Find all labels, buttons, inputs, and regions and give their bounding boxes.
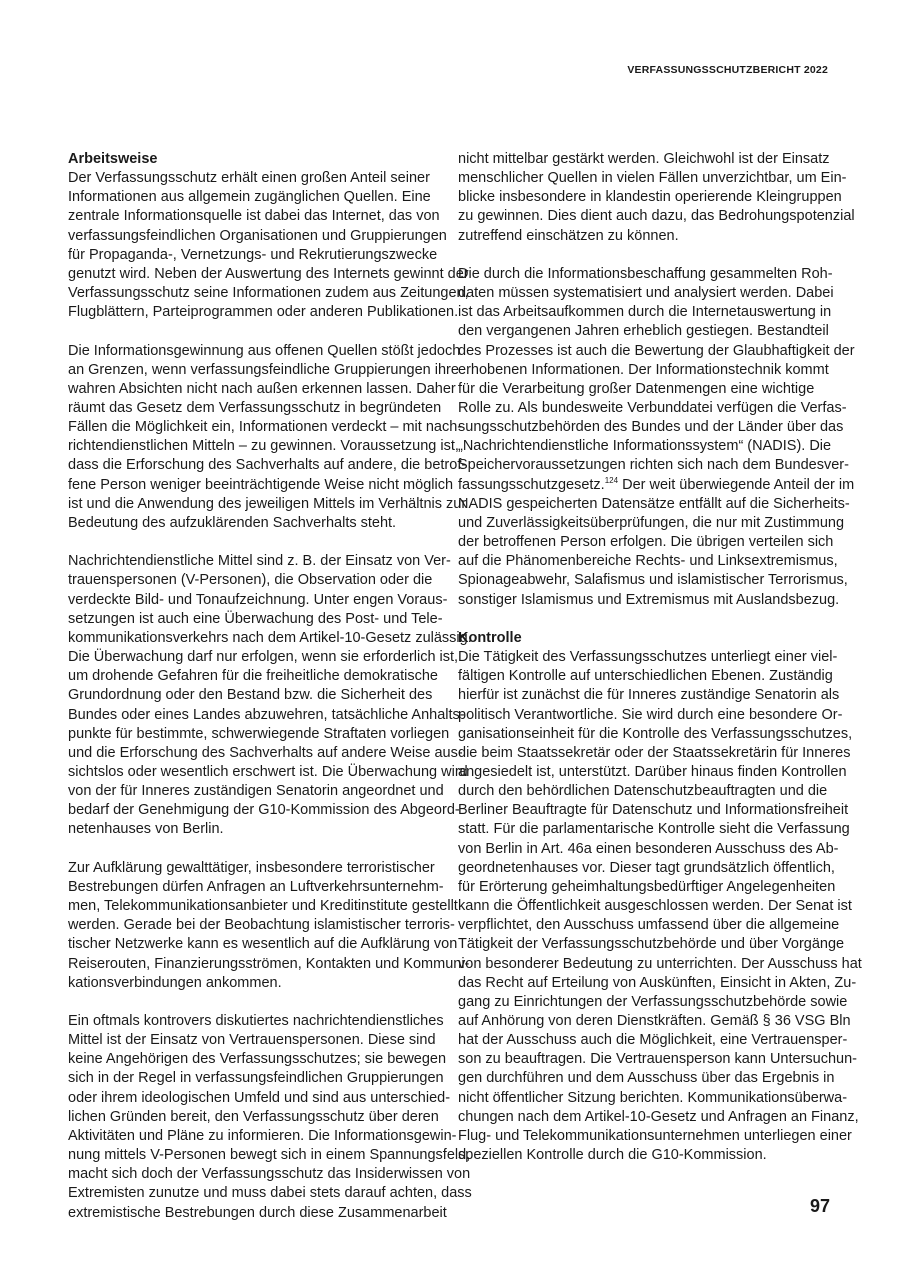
text-line: werden. Gerade bei der Beobachtung islamistischer terroris- bbox=[68, 917, 455, 934]
text-line: sungsschutzbehörden des Bundes und der Länder über das bbox=[458, 419, 844, 436]
text-line: sich in der Regel in verfassungsfeindlichen Gruppierungen bbox=[68, 1070, 444, 1087]
text-line: men, Telekommunikationsanbieter und Kreditinstitute gestellt bbox=[68, 898, 458, 915]
text-line: Bedeutung des aufzuklärenden Sachverhalts steht. bbox=[68, 514, 397, 531]
text-line: dass die Erforschung des Sachverhalts auf andere, die betrof- bbox=[68, 457, 467, 474]
text-line: gang zu Einrichtungen der Verfassungsschutzbehörde sowie bbox=[458, 993, 848, 1010]
running-header: VERFASSUNGSSCHUTZBERICHT 2022 bbox=[627, 64, 828, 76]
text-line: zutreffend einschätzen zu können. bbox=[458, 227, 679, 244]
text-line: NADIS gespeicherten Datensätze entfällt auf die Sicherheits- bbox=[458, 495, 850, 512]
text-line: Nachrichtendienstliche Mittel sind z. B. der Einsatz von Ver- bbox=[68, 553, 451, 570]
text-line: zu gewinnen. Dies dient auch dazu, das Bedrohungspotenzial bbox=[458, 208, 855, 225]
text-line: räumt das Gesetz dem Verfassungsschutz in begründeten bbox=[68, 400, 442, 417]
text-line: hierfür ist zunächst die für Inneres zuständige Senatorin als bbox=[458, 687, 840, 704]
left-column bbox=[68, 150, 472, 1223]
text-line: geordnetenhauses vor. Dieser tagt grundsätzlich öffentlich, bbox=[458, 859, 835, 876]
text-line: menschlicher Quellen in vielen Fällen unverzichtbar, um Ein- bbox=[458, 170, 847, 187]
text-line: genutzt wird. Neben der Auswertung des Internets gewinnt der bbox=[68, 265, 469, 282]
text-line: nicht öffentlicher Sitzung berichten. Kommunikationsüberwa- bbox=[458, 1089, 848, 1106]
text-line: sichtslos oder wesentlich erschwert ist. Die Überwachung wird bbox=[68, 763, 468, 780]
paragraph bbox=[68, 1012, 472, 1223]
text-line: fene Person weniger beeinträchtigende Weise nicht möglich bbox=[68, 476, 454, 493]
text-line: keine Angehörigen des Verfassungsschutzes; sie bewegen bbox=[68, 1051, 447, 1068]
text-line: an Grenzen, wenn verfassungsfeindliche Gruppierungen ihre bbox=[68, 361, 459, 378]
text-line: verfassungsfeindlichen Organisationen und Gruppierungen bbox=[68, 227, 447, 244]
text-line: von der für Inneres zuständigen Senatorin angeordnet und bbox=[68, 783, 444, 800]
text-line: speziellen Kontrolle durch die G10-Kommission. bbox=[458, 1147, 767, 1164]
text-line: Fällen die Möglichkeit ein, Informationen verdeckt – mit nach- bbox=[68, 419, 463, 436]
text-line: Spionageabwehr, Salafismus und islamistischer Terrorismus, bbox=[458, 572, 848, 589]
text-line: son zu beauftragen. Die Vertrauensperson kann Untersuchun- bbox=[458, 1051, 857, 1068]
text-line: Verfassungsschutz seine Informationen zudem aus Zeitungen, bbox=[68, 285, 469, 302]
text-line: ist das Arbeitsaufkommen durch die Internetauswertung in bbox=[458, 304, 832, 321]
text-line: kationsverbindungen ankommen. bbox=[68, 974, 282, 991]
text-line: auf Anhörung von deren Dienstkräften. Gemäß § 36 VSG Bln bbox=[458, 1013, 851, 1029]
text-line: Flugblättern, Parteiprogrammen oder anderen Publikationen. bbox=[68, 304, 459, 321]
right-column bbox=[458, 150, 862, 1165]
paragraph bbox=[458, 648, 862, 1165]
text-line: hat der Ausschuss auch die Möglichkeit, eine Vertrauensper- bbox=[458, 1032, 848, 1049]
text-line: und Zuverlässigkeitsüberprüfungen, die nur mit Zustimmung bbox=[458, 514, 845, 531]
text-line: zentrale Informationsquelle ist dabei das Internet, das von bbox=[68, 208, 440, 225]
text-line: netenhauses von Berlin. bbox=[68, 821, 224, 838]
paragraph bbox=[458, 265, 855, 610]
text-line: von besonderer Bedeutung zu unterrichten. Der Ausschuss hat bbox=[458, 955, 862, 972]
text-line: blicke insbesondere in klandestin operierende Kleingruppen bbox=[458, 189, 842, 206]
text-line: erhobenen Informationen. Der Informationstechnik kommt bbox=[458, 361, 829, 378]
text-line: verpflichtet, den Ausschuss umfassend über die allgemeine bbox=[458, 917, 840, 934]
paragraph bbox=[68, 552, 472, 839]
text-line: Die Informationsgewinnung aus offenen Quellen stößt jedoch bbox=[68, 342, 461, 359]
text-line: Extremisten zunutze und muss dabei stets darauf achten, dass bbox=[68, 1185, 472, 1202]
text-line: durch den behördlichen Datenschutzbeauftragten und die bbox=[458, 783, 828, 800]
text-line: Aktivitäten und Pläne zu informieren. Die Informationsgewin- bbox=[68, 1127, 457, 1144]
paragraph bbox=[68, 342, 467, 534]
text-line: des Prozesses ist auch die Bewertung der Glaubhaftigkeit der bbox=[458, 342, 855, 359]
text-line: chungen nach dem Artikel-10-Gesetz und Anfragen an Finanz, bbox=[458, 1108, 859, 1125]
text-line: statt. Für die parlamentarische Kontrolle sieht die Verfassung bbox=[458, 821, 850, 838]
text-line: Tätigkeit der Verfassungsschutzbehörde und über Vorgänge bbox=[458, 936, 845, 953]
text-line: politisch Verantwortliche. Sie wird durch eine besondere Or- bbox=[458, 706, 843, 723]
text-line: punkte für bestimmte, schwerwiegende Straftaten vorliegen bbox=[68, 725, 450, 742]
page-number: 97 bbox=[809, 1196, 830, 1216]
text-line: kann die Öffentlichkeit ausgeschlossen werden. Der Senat ist bbox=[458, 898, 852, 915]
text-line: nicht mittelbar gestärkt werden. Gleichwohl ist der Einsatz bbox=[458, 151, 830, 167]
text-line: der betroffenen Person erfolgen. Die übrigen verteilen sich bbox=[458, 534, 834, 551]
text-line: angesiedelt ist, unterstützt. Darüber hinaus finden Kontrollen bbox=[458, 763, 847, 780]
text-line: sonstiger Islamismus und Extremismus mit Auslandsbezug. bbox=[458, 591, 840, 608]
text-line: Bundes oder eines Landes abzuwehren, tatsächliche Anhalts- bbox=[68, 706, 465, 723]
paragraph bbox=[68, 859, 470, 993]
text-line: „Nachrichtendienstliche Informationssystem“ (NADIS). Die bbox=[458, 438, 832, 455]
footnote-marker[interactable]: 124 bbox=[604, 475, 619, 485]
text-line: bedarf der Genehmigung der G10-Kommission des Abgeord- bbox=[68, 802, 460, 819]
text-line: lichen Gründen bereit, den Verfassungsschutz über deren bbox=[68, 1108, 439, 1125]
text-line: fältigen Kontrolle auf unterschiedlichen Ebenen. Zuständig bbox=[458, 668, 833, 685]
text-line-with-footnote bbox=[458, 475, 855, 495]
paragraph-lines bbox=[458, 265, 855, 476]
text-line: Berliner Beauftragte für Datenschutz und Informationsfreiheit bbox=[458, 802, 849, 819]
text-line: Zur Aufklärung gewalttätiger, insbesondere terroristischer bbox=[68, 859, 435, 876]
text-line: wahren Absichten nicht nach außen erkennen lassen. Daher bbox=[68, 380, 456, 397]
text-span: fassungsschutzgesetz. bbox=[458, 476, 605, 493]
text-line: Der Verfassungsschutz erhält einen großen Anteil seiner bbox=[68, 170, 430, 187]
text-line: richtendienstlichen Mitteln – zu gewinnen. Voraussetzung ist, bbox=[68, 438, 459, 455]
text-line: gen durchführen und dem Ausschuss über das Ergebnis in bbox=[458, 1070, 835, 1087]
text-line: Die Überwachung darf nur erfolgen, wenn sie erforderlich ist, bbox=[68, 649, 459, 666]
section-heading-kontrolle: Kontrolle bbox=[458, 629, 522, 646]
text-line: um drohende Gefahren für die freiheitliche demokratische bbox=[68, 668, 438, 685]
text-line: macht sich doch der Verfassungsschutz das Insiderwissen von bbox=[68, 1166, 471, 1183]
text-line: Speichervoraussetzungen richten sich nach dem Bundesver- bbox=[458, 457, 849, 474]
text-line: daten müssen systematisiert und analysiert werden. Dabei bbox=[458, 285, 834, 302]
text-line: für Propaganda-, Vernetzungs- und Rekrutierungszwecke bbox=[68, 246, 438, 263]
text-line: tischer Netzwerke kann es wesentlich auf die Aufklärung von bbox=[68, 936, 458, 953]
text-line: ganisationseinheit für die Kontrolle des Verfassungsschutzes, bbox=[458, 725, 853, 742]
text-line: extremistische Bestrebungen durch diese Zusammenarbeit bbox=[68, 1204, 447, 1221]
text-line: die beim Staatssekretär oder der Staatssekretärin für Inneres bbox=[458, 744, 851, 761]
text-line: trauenspersonen (V-Personen), die Observation oder die bbox=[68, 572, 433, 589]
paragraph bbox=[68, 169, 469, 322]
text-line: verdeckte Bild- und Tonaufzeichnung. Unter engen Voraus- bbox=[68, 591, 448, 608]
text-line: von Berlin in Art. 46a einen besonderen Ausschuss des Ab- bbox=[458, 840, 839, 857]
text-line: Mittel ist der Einsatz von Vertrauenspersonen. Diese sind bbox=[68, 1032, 436, 1049]
text-line: Bestrebungen dürfen Anfragen an Luftverkehrsunternehm- bbox=[68, 878, 444, 895]
text-line: Rolle zu. Als bundesweite Verbunddatei verfügen die Verfas- bbox=[458, 400, 847, 417]
text-line: Reiserouten, Finanzierungsströmen, Kontakten und Kommuni- bbox=[68, 955, 470, 972]
text-line: Die durch die Informationsbeschaffung gesammelten Roh- bbox=[458, 265, 833, 282]
paragraph-lines bbox=[458, 495, 850, 610]
text-line: Flug- und Telekommunikationsunternehmen unterliegen einer bbox=[458, 1127, 852, 1144]
paragraph bbox=[458, 150, 855, 246]
text-line: auf die Phänomenbereiche Rechts- und Linksextremismus, bbox=[458, 553, 838, 570]
text-line: den vergangenen Jahren erheblich gestiegen. Bestandteil bbox=[458, 323, 829, 340]
text-line: kommunikationsverkehrs nach dem Artikel-10-Gesetz zulässig. bbox=[68, 629, 472, 646]
text-line: setzungen ist auch eine Überwachung des Post- und Tele- bbox=[68, 610, 443, 627]
text-line: ist und die Anwendung des jeweiligen Mittels im Verhältnis zur bbox=[68, 495, 467, 512]
text-line: oder ihrem ideologischen Umfeld und sind aus unterschied- bbox=[68, 1089, 451, 1106]
text-line: Grundordnung oder den Bestand bzw. die Sicherheit des bbox=[68, 687, 433, 704]
section-heading-arbeitsweise: Arbeitsweise bbox=[68, 151, 158, 167]
text-line: Die Tätigkeit des Verfassungsschutzes unterliegt einer viel- bbox=[458, 649, 838, 666]
text-line: und die Erforschung des Sachverhalts auf andere Weise aus- bbox=[68, 744, 463, 761]
text-line: Ein oftmals kontrovers diskutiertes nachrichtendienstliches bbox=[68, 1012, 444, 1029]
text-line: nung mittels V-Personen bewegt sich in einem Spannungsfeld, bbox=[68, 1147, 471, 1164]
text-line: für die Verarbeitung großer Datenmengen eine wichtige bbox=[458, 380, 815, 397]
text-line: das Recht auf Erteilung von Auskünften, Einsicht in Akten, Zu- bbox=[458, 974, 857, 991]
text-line: für Erörterung geheimhaltungsbedürftiger Angelegenheiten bbox=[458, 878, 836, 895]
text-line: Informationen aus allgemein zugänglichen Quellen. Eine bbox=[68, 189, 431, 206]
text-span: Der weit überwiegende Anteil der im bbox=[618, 476, 855, 493]
